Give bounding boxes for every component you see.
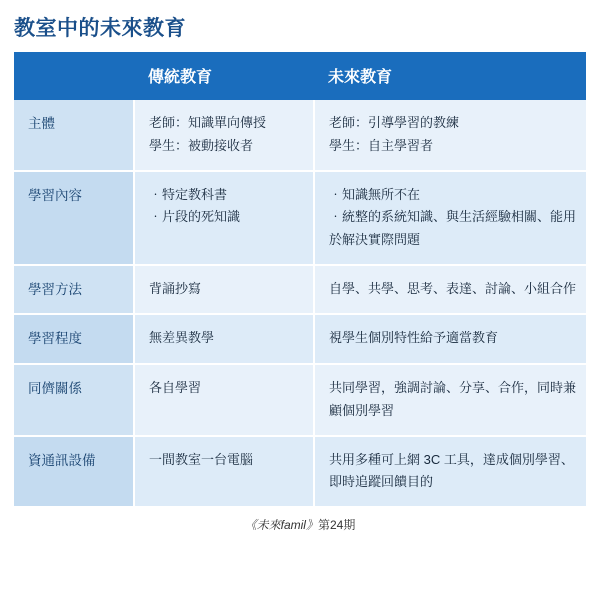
cell-line: ‧片段的死知識 bbox=[149, 209, 241, 225]
table-header-row bbox=[14, 52, 586, 100]
cell-level-future bbox=[314, 314, 586, 364]
cell-line: 老師：知識單向傳授 bbox=[149, 115, 267, 130]
row-label-subject: 主體 bbox=[14, 100, 134, 171]
cell-line: 老師：引導學習的教練 bbox=[329, 115, 460, 130]
cell-ict-future bbox=[314, 436, 586, 507]
row-label-level: 學習程度 bbox=[14, 314, 134, 364]
cell-line: 背誦抄寫 bbox=[149, 280, 202, 296]
row-label-peer: 同儕關係 bbox=[14, 364, 134, 436]
cell-peer-traditional bbox=[134, 364, 314, 436]
row-label-content: 學習內容 bbox=[14, 171, 134, 265]
source-issue: 第24期 bbox=[317, 518, 356, 532]
cell-level-traditional bbox=[134, 314, 314, 364]
cell-line: ‧特定教科書 bbox=[149, 186, 228, 202]
cell-content-future bbox=[314, 171, 586, 265]
source-caption bbox=[0, 506, 600, 533]
cell-peer-future bbox=[314, 364, 586, 436]
cell-line: 共用多種可上網 3C 工具，達成個別學習、即時追蹤回饋目的 bbox=[329, 451, 574, 490]
cell-content-traditional bbox=[134, 171, 314, 265]
cell-line: ‧統整的系統知識、與生活經驗相關、能用於解決實際問題 bbox=[329, 209, 577, 247]
table-row bbox=[14, 314, 586, 364]
cell-line: 共同學習，強調討論、分享、合作，同時兼顧個別學習 bbox=[329, 380, 577, 418]
source-title: 《未來famil》 bbox=[244, 518, 318, 532]
row-label-ict: 資通訊設備 bbox=[14, 436, 134, 507]
column-header-future: 未來教育 bbox=[314, 52, 586, 100]
table-row bbox=[14, 265, 586, 315]
cell-line: 學生：被動接收者 bbox=[149, 137, 254, 153]
cell-line: 學生：自主學習者 bbox=[329, 137, 434, 153]
cell-method-traditional bbox=[134, 265, 314, 315]
table-row bbox=[14, 364, 586, 436]
cell-line: 無差異教學 bbox=[149, 330, 215, 346]
table-body bbox=[14, 100, 586, 506]
cell-ict-traditional bbox=[134, 436, 314, 507]
column-header-category bbox=[14, 52, 134, 100]
cell-subject-future bbox=[314, 100, 586, 171]
cell-line: ‧知識無所不在 bbox=[329, 186, 421, 202]
table-row bbox=[14, 171, 586, 265]
cell-line: 一間教室一台電腦 bbox=[149, 451, 254, 467]
table-row bbox=[14, 436, 586, 507]
comparison-table bbox=[14, 52, 586, 506]
table-header bbox=[14, 52, 586, 100]
cell-line: 自學、共學、思考、表達、討論、小組合作 bbox=[329, 280, 577, 296]
cell-subject-traditional bbox=[134, 100, 314, 171]
table-row bbox=[14, 100, 586, 171]
cell-method-future bbox=[314, 265, 586, 315]
row-label-method: 學習方法 bbox=[14, 265, 134, 315]
column-header-traditional: 傳統教育 bbox=[134, 52, 314, 100]
cell-line: 視學生個別特性給予適當教育 bbox=[329, 330, 499, 346]
cell-line: 各自學習 bbox=[149, 380, 202, 395]
page-title: 教室中的未來教育 bbox=[14, 17, 186, 40]
